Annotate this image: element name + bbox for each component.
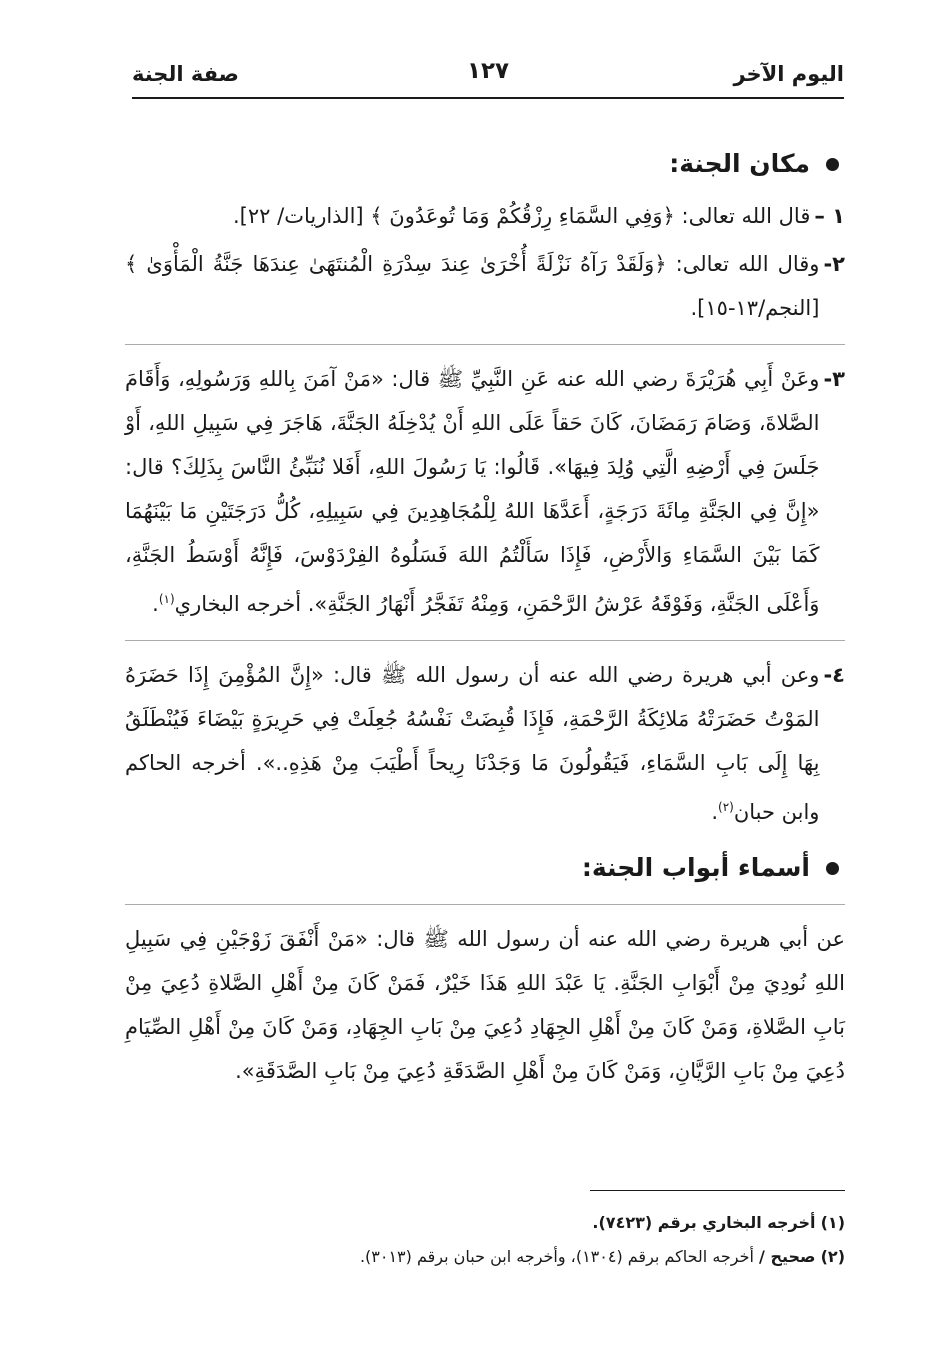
item-text: وعَنْ أَبِي هُرَيْرَةَ رضي الله عنه عَنِ النَّبِيِّ ﷺ قال: «مَنْ آمَنَ بِاللهِ وَرَسُولِهِ، وَأَقَامَ الصَّلاةَ، وَصَامَ رَمَضَانَ، كَانَ حَقاً عَلَى اللهِ أَنْ يُدْخِلَهُ الجَنَّةَ، هَاجَرَ فِي سَبِيلِ اللهِ، أَوْ جَلَسَ فِي أَرْضِهِ الَّتِي وُلِدَ فِيهَا». قَالُوا: يَا رَسُولَ اللهِ، أَفَلا نُنَبِّئُ النَّاسَ بِذَلِكَ؟ قال: «إِنَّ فِي الجَنَّةِ مِائَةَ دَرَجَةٍ، أَعَدَّهَا اللهُ لِلْمُجَاهِدِينَ فِي سَبِيلِهِ، كُلُّ دَرَجَتَيْنِ مَا بَيْنَهُمَا كَمَا بَيْنَ السَّمَاءِ وَالأَرْضِ، فَإِذَا سَأَلْتُمُ اللهَ فَسَلُوهُ الفِرْدَوْسَ، فَإِنَّهُ أَوْسَطُ الجَنَّةِ، وَأَعْلَى الجَنَّةِ، وَفَوْقَهُ عَرْشُ الرَّحْمَنِ، وَمِنْهُ تَفَجَّرُ أَنْهَارُ الجَنَّةِ». أخرجه البخاري [125, 367, 820, 616]
divider [125, 640, 845, 641]
item-text-wrapper [125, 653, 819, 834]
bullet-icon [826, 158, 839, 171]
list-item [125, 357, 845, 626]
section-heading-gates-names [125, 846, 845, 890]
page-content [125, 130, 845, 1093]
item-text: وقال الله تعالى: ﴿وَلَقَدْ رَآهُ نَزْلَةً أُخْرَىٰ عِندَ سِدْرَةِ الْمُنتَهَىٰ عِندَهَا جَنَّةُ الْمَأْوَىٰ ﴾ [النجم/١٣-١٥]. [125, 252, 820, 320]
footnote-bold-text: أخرجه البخاري برقم (٧٤٢٣). [592, 1213, 816, 1232]
section-heading-paradise-location [125, 142, 845, 186]
footnote-ref[interactable]: (٢) [718, 800, 734, 814]
divider [125, 904, 845, 905]
list-item [125, 194, 845, 238]
header-rule [132, 97, 844, 99]
list-item [125, 653, 845, 834]
bullet-icon [826, 862, 839, 875]
footnote-1 [125, 1206, 845, 1240]
footnote-bold-text: صحيح / [759, 1247, 816, 1266]
footnote-rule [590, 1190, 845, 1191]
section-heading-text: أسماء أبواب الجنة: [581, 853, 810, 882]
footnote-number: (١) [820, 1213, 845, 1232]
item-text-wrapper [125, 357, 819, 626]
item-tail: . [152, 592, 159, 616]
page-number: ١٢٧ [466, 58, 510, 84]
item-number: ١ – [814, 204, 845, 228]
section-heading-text: مكان الجنة: [669, 149, 810, 178]
page-header [132, 56, 844, 96]
divider [125, 344, 845, 345]
footnote-ref[interactable]: (١) [158, 592, 175, 606]
list-item [125, 242, 845, 330]
item-number: ٢- [823, 252, 845, 276]
hadith-paragraph: عن أبي هريرة رضي الله عنه أن رسول الله ﷺ قال: «مَنْ أَنْفَقَ زَوْجَيْنِ فِي سَبِيلِ اللهِ نُودِيَ مِنْ أَبْوَابِ الجَنَّةِ. يَا عَبْدَ اللهِ هَذَا خَيْرٌ، فَمَنْ كَانَ مِنْ أَهْلِ الصَّلاةِ دُعِيَ مِنْ بَابِ الصَّلاةِ، وَمَنْ كَانَ مِنْ أَهْلِ الجِهَادِ دُعِيَ مِنْ بَابِ الجِهَادِ، وَمَنْ كَانَ مِنْ أَهْلِ الصِّيَامِ دُعِيَ مِنْ بَابِ الرَّيَّانِ، وَمَنْ كَانَ مِنْ أَهْلِ الصَّدَقَةِ دُعِيَ مِنْ بَابِ الصَّدَقَةِ». [125, 927, 845, 1083]
header-section-title: صفة الجنة [132, 62, 239, 86]
item-number: ٤- [823, 663, 845, 687]
footnote-number: (٢) [820, 1247, 845, 1266]
item-text: وعن أبي هريرة رضي الله عنه أن رسول الله ﷺ قال: «إِنَّ المُؤْمِنَ إِذَا حَضَرَهُ المَوْتُ حَضَرَتْهُ مَلائِكَةُ الرَّحْمَةِ، فَإِذَا قُبِضَتْ نَفْسُهُ جُعِلَتْ فِي حَرِيرَةٍ بَيْضَاءَ فَيُنْطَلَقُ بِهَا إِلَى بَابِ السَّمَاءِ، فَيَقُولُونَ مَا وَجَدْنَا رِيحاً أَطْيَبَ مِنْ هَذِهِ..». أخرجه الحاكم وابن حبان [125, 663, 820, 824]
footnotes [125, 1206, 845, 1274]
item-text: قال الله تعالى: ﴿وَفِي السَّمَاءِ رِزْقُكُمْ وَمَا تُوعَدُونَ ﴾ [الذاريات/ ٢٢]. [233, 204, 811, 228]
item-tail: . [711, 800, 718, 824]
footnote-2 [125, 1240, 845, 1274]
header-chapter-title: اليوم الآخر [733, 62, 844, 86]
item-number: ٣- [823, 367, 845, 391]
footnote-text: أخرجه الحاكم برقم (١٣٠٤)، وأخرجه ابن حبان برقم (٣٠١٣). [359, 1247, 754, 1266]
